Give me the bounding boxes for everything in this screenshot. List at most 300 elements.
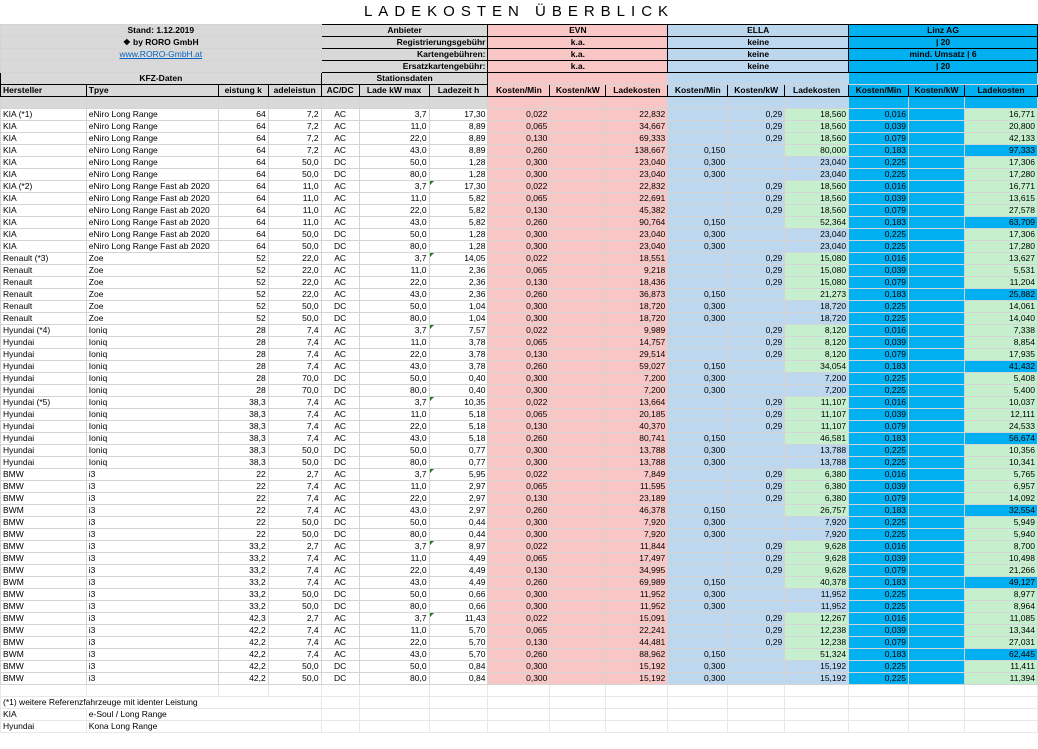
cell-ladekosten[interactable]: 44,481 <box>606 637 668 649</box>
cell-kosten-kw[interactable] <box>550 553 606 565</box>
empty-cell[interactable] <box>321 709 359 721</box>
cell-ac-dc[interactable]: AC <box>321 325 359 337</box>
empty-cell[interactable] <box>550 697 606 709</box>
cell-kosten-kw[interactable] <box>728 505 785 517</box>
cell-lade-kw-max[interactable]: 43,0 <box>359 649 429 661</box>
cell-type[interactable]: i3 <box>86 469 218 481</box>
cell-kosten-min[interactable]: 0,039 <box>849 337 909 349</box>
cell-leistung-kw[interactable]: 52 <box>218 301 268 313</box>
cell-ac-dc[interactable]: AC <box>321 205 359 217</box>
cell-ac-dc[interactable]: AC <box>321 133 359 145</box>
cell-leistung-kw[interactable]: 42,2 <box>218 625 268 637</box>
cell-ladekosten[interactable]: 11,107 <box>785 409 849 421</box>
cell-type[interactable]: i3 <box>86 649 218 661</box>
cell-kosten-min[interactable]: 0,300 <box>668 241 728 253</box>
cell-ladeleistung[interactable]: 50,0 <box>268 529 321 541</box>
cell-kosten-kw[interactable] <box>909 565 965 577</box>
cell-kosten-kw[interactable] <box>909 445 965 457</box>
cell-kosten-kw[interactable]: 0,29 <box>728 481 785 493</box>
cell-type[interactable]: Zoe <box>86 253 218 265</box>
cell-kosten-min[interactable]: 0,039 <box>849 553 909 565</box>
cell-ladekosten[interactable]: 10,341 <box>964 457 1037 469</box>
cell-leistung-kw[interactable]: 33,2 <box>218 553 268 565</box>
cell-kosten-kw[interactable] <box>550 349 606 361</box>
cell-hersteller[interactable]: Hyundai <box>1 445 87 457</box>
cell-kosten-kw[interactable] <box>728 301 785 313</box>
cell-ladeleistung[interactable]: 50,0 <box>268 601 321 613</box>
cell-ladezeit-h[interactable]: 0,44 <box>429 517 488 529</box>
cell-ladekosten[interactable]: 17,280 <box>964 241 1037 253</box>
cell-ladezeit-h[interactable]: 8,89 <box>429 145 488 157</box>
cell-kosten-min[interactable] <box>668 277 728 289</box>
cell-leistung-kw[interactable]: 38,3 <box>218 457 268 469</box>
cell-leistung-kw[interactable]: 22 <box>218 517 268 529</box>
cell-type[interactable]: Ioniq <box>86 397 218 409</box>
cell-kosten-kw[interactable] <box>909 385 965 397</box>
cell-ladezeit-h[interactable]: 4,49 <box>429 565 488 577</box>
cell-ladezeit-h[interactable]: 5,82 <box>429 193 488 205</box>
cell-ladekosten[interactable]: 24,533 <box>964 421 1037 433</box>
cell-ladekosten[interactable]: 18,720 <box>785 313 849 325</box>
cell-lade-kw-max[interactable]: 3,7 <box>359 109 429 121</box>
cell-ladekosten[interactable]: 23,040 <box>606 241 668 253</box>
cell-leistung-kw[interactable]: 38,3 <box>218 409 268 421</box>
cell-ladekosten[interactable]: 18,560 <box>785 133 849 145</box>
cell-lade-kw-max[interactable]: 22,0 <box>359 205 429 217</box>
cell-ladezeit-h[interactable]: 8,89 <box>429 121 488 133</box>
cell-kosten-min[interactable]: 0,225 <box>849 169 909 181</box>
cell-lade-kw-max[interactable]: 50,0 <box>359 661 429 673</box>
cell-ladeleistung[interactable]: 7,4 <box>268 565 321 577</box>
cell-kosten-kw[interactable]: 0,29 <box>728 541 785 553</box>
cell-kosten-min[interactable]: 0,039 <box>849 121 909 133</box>
cell-type[interactable]: Ioniq <box>86 325 218 337</box>
cell-lade-kw-max[interactable]: 43,0 <box>359 433 429 445</box>
cell-ladekosten[interactable]: 14,061 <box>964 301 1037 313</box>
cell-kosten-kw[interactable]: 0,29 <box>728 637 785 649</box>
cell-kosten-min[interactable]: 0,300 <box>668 673 728 685</box>
empty-cell[interactable] <box>488 697 550 709</box>
cell-kosten-kw[interactable] <box>909 433 965 445</box>
cell-ladeleistung[interactable]: 2,7 <box>268 541 321 553</box>
cell-hersteller[interactable]: BMW <box>1 553 87 565</box>
cell-ac-dc[interactable]: DC <box>321 673 359 685</box>
cell-kosten-min[interactable]: 0,079 <box>849 565 909 577</box>
cell-ladeleistung[interactable]: 50,0 <box>268 517 321 529</box>
cell-kosten-kw[interactable]: 0,29 <box>728 109 785 121</box>
cell-ladekosten[interactable]: 32,554 <box>964 505 1037 517</box>
cell-ladezeit-h[interactable]: 17,30 <box>429 181 488 193</box>
cell-ladeleistung[interactable]: 7,4 <box>268 421 321 433</box>
cell-kosten-kw[interactable] <box>909 265 965 277</box>
cell-hersteller[interactable]: Hyundai <box>1 421 87 433</box>
cell-lade-kw-max[interactable]: 11,0 <box>359 121 429 133</box>
cell-hersteller[interactable]: BMW <box>1 481 87 493</box>
cell-ladekosten[interactable]: 23,189 <box>606 493 668 505</box>
cell-kosten-min[interactable]: 0,065 <box>488 553 550 565</box>
cell-kosten-min[interactable]: 0,300 <box>488 601 550 613</box>
cell-kosten-kw[interactable] <box>909 289 965 301</box>
cell-ladeleistung[interactable]: 50,0 <box>268 673 321 685</box>
cell-ladekosten[interactable]: 46,581 <box>785 433 849 445</box>
cell-lade-kw-max[interactable]: 11,0 <box>359 553 429 565</box>
cell-ladezeit-h[interactable]: 4,49 <box>429 553 488 565</box>
cell-kosten-min[interactable]: 0,130 <box>488 133 550 145</box>
cell-lade-kw-max[interactable]: 11,0 <box>359 193 429 205</box>
cell-ladekosten[interactable]: 7,920 <box>606 529 668 541</box>
cell-ladeleistung[interactable]: 50,0 <box>268 157 321 169</box>
cell-ladeleistung[interactable]: 22,0 <box>268 277 321 289</box>
cell-ladezeit-h[interactable]: 0,66 <box>429 589 488 601</box>
cell-ladeleistung[interactable]: 7,4 <box>268 433 321 445</box>
cell-hersteller[interactable]: BMW <box>1 493 87 505</box>
cell-ladekosten[interactable]: 80,741 <box>606 433 668 445</box>
empty-cell[interactable] <box>86 685 218 697</box>
cell-ladekosten[interactable]: 5,531 <box>964 265 1037 277</box>
cell-kosten-kw[interactable] <box>728 601 785 613</box>
cell-kosten-min[interactable]: 0,225 <box>849 661 909 673</box>
cell-kosten-kw[interactable] <box>909 241 965 253</box>
empty-cell[interactable] <box>728 697 785 709</box>
cell-ac-dc[interactable]: AC <box>321 397 359 409</box>
empty-cell[interactable] <box>785 685 849 697</box>
cell-kosten-kw[interactable] <box>909 253 965 265</box>
cell-kosten-min[interactable]: 0,300 <box>668 157 728 169</box>
cell-lade-kw-max[interactable]: 80,0 <box>359 673 429 685</box>
cell-kosten-kw[interactable] <box>550 445 606 457</box>
cell-ladekosten[interactable]: 62,445 <box>964 649 1037 661</box>
cell-ladekosten[interactable]: 63,709 <box>964 217 1037 229</box>
cell-kosten-min[interactable]: 0,022 <box>488 469 550 481</box>
cell-kosten-kw[interactable]: 0,29 <box>728 205 785 217</box>
empty-cell[interactable] <box>849 697 909 709</box>
cell-kosten-min[interactable] <box>668 397 728 409</box>
cell-ac-dc[interactable]: DC <box>321 157 359 169</box>
cell-kosten-min[interactable]: 0,016 <box>849 109 909 121</box>
cell-kosten-min[interactable]: 0,260 <box>488 577 550 589</box>
cell-kosten-kw[interactable] <box>550 205 606 217</box>
cell-lade-kw-max[interactable]: 11,0 <box>359 337 429 349</box>
cell-type[interactable]: Ioniq <box>86 349 218 361</box>
cell-hersteller[interactable]: BMW <box>1 637 87 649</box>
cell-kosten-min[interactable]: 0,300 <box>668 661 728 673</box>
cell-kosten-min[interactable]: 0,130 <box>488 277 550 289</box>
cell-ladezeit-h[interactable]: 2,36 <box>429 265 488 277</box>
cell-leistung-kw[interactable]: 52 <box>218 289 268 301</box>
cell-kosten-min[interactable]: 0,300 <box>488 673 550 685</box>
cell-hersteller[interactable]: BMW <box>1 673 87 685</box>
column-header-2[interactable]: eistung k <box>218 85 268 97</box>
cell-hersteller[interactable]: BMW <box>1 565 87 577</box>
cell-kosten-kw[interactable] <box>550 493 606 505</box>
cell-kosten-kw[interactable] <box>909 577 965 589</box>
cell-leistung-kw[interactable]: 28 <box>218 373 268 385</box>
cell-ladeleistung[interactable]: 11,0 <box>268 217 321 229</box>
cell-kosten-min[interactable] <box>668 193 728 205</box>
column-header-3[interactable]: adeleistun <box>268 85 321 97</box>
cell-kosten-kw[interactable] <box>550 529 606 541</box>
cell-ladezeit-h[interactable]: 5,70 <box>429 625 488 637</box>
cell-ac-dc[interactable]: AC <box>321 181 359 193</box>
cell-leistung-kw[interactable]: 64 <box>218 169 268 181</box>
cell-hersteller[interactable]: BMW <box>1 589 87 601</box>
empty-cell[interactable] <box>964 721 1037 733</box>
cell-kosten-min[interactable]: 0,260 <box>488 505 550 517</box>
empty-cell[interactable] <box>668 721 728 733</box>
cell-kosten-min[interactable]: 0,079 <box>849 133 909 145</box>
cell-ladekosten[interactable]: 88,962 <box>606 649 668 661</box>
cell-kosten-kw[interactable] <box>728 373 785 385</box>
cell-lade-kw-max[interactable]: 80,0 <box>359 241 429 253</box>
cell-hersteller[interactable]: BWM <box>1 577 87 589</box>
cell-ladezeit-h[interactable]: 0,84 <box>429 661 488 673</box>
cell-kosten-min[interactable]: 0,130 <box>488 205 550 217</box>
cell-kosten-min[interactable]: 0,260 <box>488 433 550 445</box>
cell-hersteller[interactable]: BMW <box>1 529 87 541</box>
cell-ladekosten[interactable]: 69,333 <box>606 133 668 145</box>
cell-ladezeit-h[interactable]: 5,18 <box>429 421 488 433</box>
cell-ladekosten[interactable]: 7,849 <box>606 469 668 481</box>
cell-kosten-min[interactable]: 0,225 <box>849 229 909 241</box>
cell-ladekosten[interactable]: 10,037 <box>964 397 1037 409</box>
cell-kosten-min[interactable]: 0,022 <box>488 397 550 409</box>
cell-hersteller[interactable]: Renault <box>1 289 87 301</box>
cell-hersteller[interactable]: Hyundai <box>1 361 87 373</box>
cell-hersteller[interactable]: KIA (*1) <box>1 109 87 121</box>
cell-lade-kw-max[interactable]: 80,0 <box>359 169 429 181</box>
cell-ladezeit-h[interactable]: 0,77 <box>429 457 488 469</box>
cell-lade-kw-max[interactable]: 3,7 <box>359 613 429 625</box>
cell-kosten-kw[interactable]: 0,29 <box>728 337 785 349</box>
cell-kosten-kw[interactable]: 0,29 <box>728 253 785 265</box>
cell-kosten-kw[interactable] <box>550 433 606 445</box>
cell-ac-dc[interactable]: AC <box>321 265 359 277</box>
cell-kosten-kw[interactable]: 0,29 <box>728 493 785 505</box>
cell-leistung-kw[interactable]: 52 <box>218 313 268 325</box>
cell-type[interactable]: eNiro Long Range Fast ab 2020 <box>86 205 218 217</box>
cell-ladezeit-h[interactable]: 2,36 <box>429 289 488 301</box>
cell-lade-kw-max[interactable]: 3,7 <box>359 397 429 409</box>
cell-type[interactable]: eNiro Long Range <box>86 169 218 181</box>
cell-ladezeit-h[interactable]: 17,30 <box>429 109 488 121</box>
cell-kosten-min[interactable]: 0,183 <box>849 505 909 517</box>
cell-ladezeit-h[interactable]: 0,77 <box>429 445 488 457</box>
cell-ladekosten[interactable]: 40,370 <box>606 421 668 433</box>
cell-ladekosten[interactable]: 22,691 <box>606 193 668 205</box>
empty-cell[interactable] <box>606 721 668 733</box>
cell-ladekosten[interactable]: 90,764 <box>606 217 668 229</box>
cell-kosten-kw[interactable] <box>550 241 606 253</box>
cell-hersteller[interactable]: Hyundai <box>1 337 87 349</box>
cell-ladeleistung[interactable]: 2,7 <box>268 613 321 625</box>
cell-ladekosten[interactable]: 14,040 <box>964 313 1037 325</box>
cell-kosten-kw[interactable] <box>550 313 606 325</box>
cell-ladeleistung[interactable]: 7,4 <box>268 649 321 661</box>
cell-ladeleistung[interactable]: 7,4 <box>268 337 321 349</box>
cell-kosten-kw[interactable] <box>728 649 785 661</box>
empty-cell[interactable] <box>785 721 849 733</box>
cell-kosten-kw[interactable] <box>909 133 965 145</box>
cell-ladeleistung[interactable]: 2,7 <box>268 469 321 481</box>
cell-kosten-min[interactable] <box>668 109 728 121</box>
cell-ladekosten[interactable]: 18,551 <box>606 253 668 265</box>
cell-ac-dc[interactable]: DC <box>321 169 359 181</box>
cell-ladeleistung[interactable]: 7,4 <box>268 481 321 493</box>
cell-kosten-kw[interactable] <box>909 421 965 433</box>
cell-kosten-min[interactable]: 0,039 <box>849 265 909 277</box>
cell-lade-kw-max[interactable]: 50,0 <box>359 157 429 169</box>
cell-leistung-kw[interactable]: 42,2 <box>218 661 268 673</box>
cell-kosten-min[interactable]: 0,130 <box>488 565 550 577</box>
cell-kosten-kw[interactable] <box>550 229 606 241</box>
cell-type[interactable]: i3 <box>86 517 218 529</box>
cell-ladekosten[interactable]: 18,560 <box>785 181 849 193</box>
cell-ac-dc[interactable]: DC <box>321 241 359 253</box>
empty-cell[interactable] <box>488 709 550 721</box>
cell-hersteller[interactable]: BMW <box>1 601 87 613</box>
cell-ladeleistung[interactable]: 7,4 <box>268 625 321 637</box>
cell-leistung-kw[interactable]: 38,3 <box>218 433 268 445</box>
cell-ladekosten[interactable]: 5,949 <box>964 517 1037 529</box>
cell-kosten-kw[interactable] <box>909 505 965 517</box>
cell-kosten-min[interactable]: 0,225 <box>849 241 909 253</box>
column-header-10[interactable]: Kosten/Min <box>668 85 728 97</box>
cell-kosten-min[interactable] <box>668 625 728 637</box>
cell-ac-dc[interactable]: DC <box>321 301 359 313</box>
cell-leistung-kw[interactable]: 64 <box>218 217 268 229</box>
cell-hersteller[interactable]: Hyundai <box>1 349 87 361</box>
cell-ladekosten[interactable]: 34,667 <box>606 121 668 133</box>
cell-ladeleistung[interactable]: 7,4 <box>268 409 321 421</box>
empty-cell[interactable] <box>550 721 606 733</box>
cell-kosten-min[interactable] <box>668 133 728 145</box>
cell-kosten-min[interactable] <box>668 205 728 217</box>
cell-ac-dc[interactable]: AC <box>321 613 359 625</box>
cell-kosten-kw[interactable] <box>909 217 965 229</box>
cell-ladekosten[interactable]: 59,027 <box>606 361 668 373</box>
cell-ladekosten[interactable]: 15,192 <box>606 673 668 685</box>
cell-kosten-min[interactable]: 0,065 <box>488 409 550 421</box>
cell-type[interactable]: i3 <box>86 553 218 565</box>
cell-hersteller[interactable]: KIA <box>1 193 87 205</box>
cell-leistung-kw[interactable]: 64 <box>218 133 268 145</box>
cell-kosten-kw[interactable]: 0,29 <box>728 625 785 637</box>
footnote-text[interactable]: KIA <box>1 709 87 721</box>
column-header-14[interactable]: Kosten/kW <box>909 85 965 97</box>
empty-cell[interactable] <box>218 685 268 697</box>
cell-kosten-kw[interactable] <box>728 169 785 181</box>
cell-kosten-kw[interactable] <box>909 601 965 613</box>
cell-ladeleistung[interactable]: 7,4 <box>268 505 321 517</box>
cell-ac-dc[interactable]: DC <box>321 529 359 541</box>
cell-kosten-kw[interactable] <box>909 553 965 565</box>
cell-ladeleistung[interactable]: 7,4 <box>268 349 321 361</box>
cell-kosten-min[interactable]: 0,039 <box>849 625 909 637</box>
cell-ladezeit-h[interactable]: 0,84 <box>429 673 488 685</box>
empty-cell[interactable] <box>849 685 909 697</box>
cell-kosten-kw[interactable]: 0,29 <box>728 277 785 289</box>
cell-kosten-kw[interactable] <box>728 241 785 253</box>
empty-cell[interactable] <box>359 685 429 697</box>
cell-kosten-kw[interactable] <box>728 661 785 673</box>
cell-leistung-kw[interactable]: 52 <box>218 265 268 277</box>
cell-kosten-kw[interactable] <box>550 301 606 313</box>
cell-kosten-kw[interactable] <box>909 361 965 373</box>
cell-kosten-min[interactable]: 0,300 <box>488 457 550 469</box>
cell-kosten-min[interactable]: 0,225 <box>849 385 909 397</box>
empty-cell[interactable] <box>964 685 1037 697</box>
cell-ac-dc[interactable]: DC <box>321 589 359 601</box>
cell-ladekosten[interactable]: 23,040 <box>785 157 849 169</box>
cell-ladekosten[interactable]: 21,273 <box>785 289 849 301</box>
cell-ladekosten[interactable]: 22,241 <box>606 625 668 637</box>
cell-leistung-kw[interactable]: 28 <box>218 361 268 373</box>
cell-kosten-min[interactable]: 0,150 <box>668 217 728 229</box>
cell-hersteller[interactable]: Renault <box>1 313 87 325</box>
cell-ladekosten[interactable]: 27,031 <box>964 637 1037 649</box>
cell-kosten-min[interactable]: 0,079 <box>849 637 909 649</box>
cell-ladekosten[interactable]: 11,107 <box>785 421 849 433</box>
cell-kosten-min[interactable] <box>668 493 728 505</box>
cell-kosten-min[interactable]: 0,065 <box>488 481 550 493</box>
cell-type[interactable]: eNiro Long Range <box>86 121 218 133</box>
cell-lade-kw-max[interactable]: 43,0 <box>359 505 429 517</box>
cell-ladezeit-h[interactable]: 5,70 <box>429 637 488 649</box>
cell-ladekosten[interactable]: 6,957 <box>964 481 1037 493</box>
cell-ladezeit-h[interactable]: 5,70 <box>429 649 488 661</box>
cell-ladekosten[interactable]: 12,238 <box>785 625 849 637</box>
cell-type[interactable]: Ioniq <box>86 373 218 385</box>
cell-kosten-min[interactable]: 0,130 <box>488 637 550 649</box>
cell-kosten-kw[interactable] <box>909 349 965 361</box>
cell-leistung-kw[interactable]: 33,2 <box>218 577 268 589</box>
cell-lade-kw-max[interactable]: 22,0 <box>359 421 429 433</box>
cell-ladeleistung[interactable]: 70,0 <box>268 385 321 397</box>
cell-kosten-kw[interactable] <box>550 409 606 421</box>
cell-ladekosten[interactable]: 23,040 <box>606 157 668 169</box>
cell-leistung-kw[interactable]: 42,3 <box>218 613 268 625</box>
cell-ladezeit-h[interactable]: 3,78 <box>429 349 488 361</box>
cell-lade-kw-max[interactable]: 80,0 <box>359 313 429 325</box>
cell-ladekosten[interactable]: 18,560 <box>785 205 849 217</box>
empty-cell[interactable] <box>785 709 849 721</box>
cell-ladekosten[interactable]: 6,380 <box>785 493 849 505</box>
cell-kosten-min[interactable] <box>668 265 728 277</box>
cell-ac-dc[interactable]: AC <box>321 469 359 481</box>
cell-kosten-kw[interactable] <box>909 481 965 493</box>
cell-ladezeit-h[interactable]: 5,82 <box>429 205 488 217</box>
cell-ladeleistung[interactable]: 50,0 <box>268 313 321 325</box>
cell-kosten-kw[interactable] <box>909 205 965 217</box>
cell-ladeleistung[interactable]: 7,4 <box>268 493 321 505</box>
cell-kosten-min[interactable]: 0,183 <box>849 577 909 589</box>
cell-ladekosten[interactable]: 17,306 <box>964 229 1037 241</box>
cell-ladekosten[interactable]: 9,218 <box>606 265 668 277</box>
cell-ladekosten[interactable]: 15,192 <box>606 661 668 673</box>
cell-kosten-kw[interactable] <box>909 589 965 601</box>
cell-kosten-min[interactable]: 0,150 <box>668 505 728 517</box>
cell-lade-kw-max[interactable]: 3,7 <box>359 253 429 265</box>
cell-kosten-kw[interactable] <box>909 121 965 133</box>
cell-type[interactable]: eNiro Long Range Fast ab 2020 <box>86 229 218 241</box>
cell-kosten-kw[interactable] <box>909 517 965 529</box>
cell-type[interactable]: eNiro Long Range Fast ab 2020 <box>86 181 218 193</box>
cell-kosten-kw[interactable] <box>909 157 965 169</box>
cell-kosten-min[interactable]: 0,065 <box>488 193 550 205</box>
cell-leistung-kw[interactable]: 28 <box>218 385 268 397</box>
cell-type[interactable]: Ioniq <box>86 409 218 421</box>
cell-kosten-kw[interactable] <box>909 181 965 193</box>
